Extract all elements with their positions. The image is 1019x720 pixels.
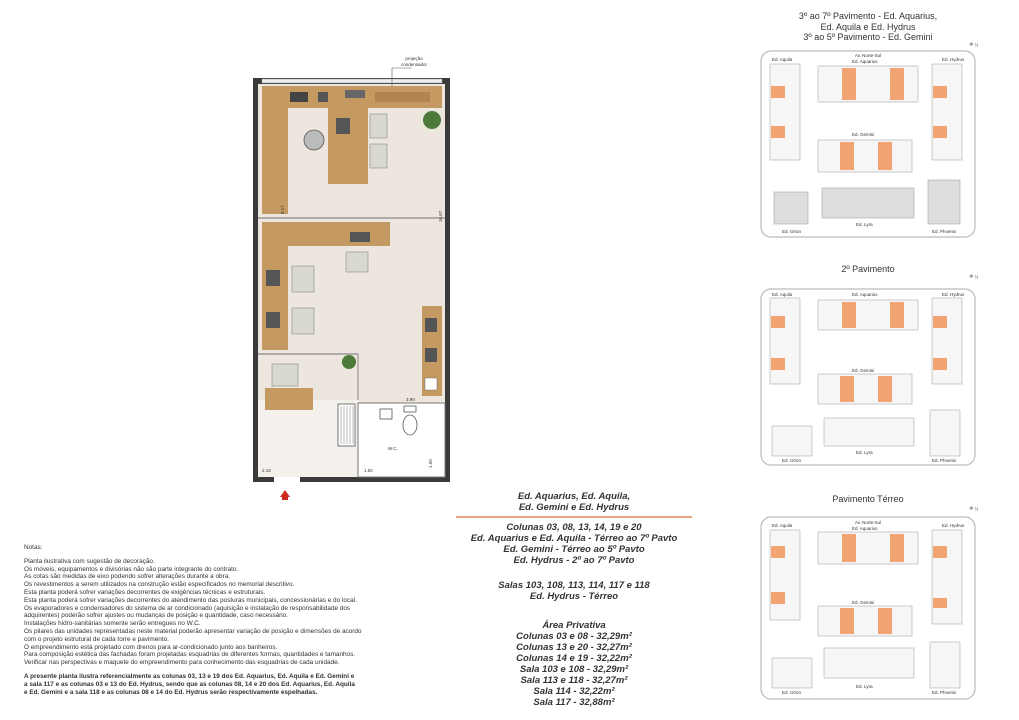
office-chair-icon [304, 130, 324, 150]
chair-icon [272, 364, 298, 386]
phoenix-label: Ed. Phoenix [932, 690, 957, 695]
note-bold-line: e Ed. Gemini e a sala 118 e as colunas 08 e 14 do Ed. Hydrus serão respectivamente espelhadas. [24, 688, 318, 696]
block-orion [774, 192, 808, 224]
note-line: Os móveis, equipamentos e divisórias não são parte integrante do contrato. [24, 565, 239, 573]
area-title: Área Privativa [542, 620, 606, 631]
avenue-label: Av. Norte-Sul [854, 520, 882, 525]
toilet-icon [403, 415, 417, 435]
dim-label: 3.90 [406, 397, 415, 402]
building-title [456, 491, 692, 513]
hydrus-label: Ed. Hydrus [942, 523, 965, 528]
gemini-label: Ed. Gemini [852, 368, 875, 373]
note-line: As cotas são medidas de eixo podendo sofrer alterações durante a obra. [24, 573, 231, 581]
columns-line: Ed. Gemini - Térreo ao 5º Pavto [503, 544, 645, 555]
note-bold-line: A presente planta ilustra referencialmente as colunas 03, 13 e 19 dos Ed. Aquarius, Ed. Aquila e Ed. Gemini e [24, 672, 355, 680]
divider [456, 516, 692, 518]
compass-icon: ✦N [968, 40, 979, 49]
drain-grille [338, 404, 355, 446]
block-gemini [818, 140, 912, 172]
chair-icon [370, 144, 387, 168]
entrance-arrow-icon [280, 490, 290, 497]
note-line: O empreendimento está projetado com drenos para ar-condicionado junto aos banheiros. [24, 643, 278, 651]
note-line: Esta planta poderá sofrer variações decorrentes do atendimento das posturas municipais, concessionárias e do local. [24, 596, 357, 604]
area-line: Sala 113 e 118 - 32,27m² [520, 675, 628, 686]
avenue-label: Av. Norte-Sul [854, 53, 882, 58]
wc-label: W.C. [388, 446, 398, 451]
orion-label: Ed. Orion [782, 690, 802, 695]
notes [24, 544, 444, 696]
hydrus-label: Ed. Hydrus [942, 292, 965, 297]
plant-icon [342, 355, 356, 369]
workstation-side [262, 246, 288, 350]
dim-label: 1.50 [428, 459, 433, 468]
compass-icon: ✦N [968, 504, 979, 513]
aquila-label: Ed. Aquila [772, 57, 793, 62]
lower-desk [265, 388, 313, 410]
note-bold-line: a sala 117 e as colunas 03 e 13 do Ed. Hydrus, sendo que as colunas 08, 14 e 20 dos Ed. Aquarius, Ed. Aquila [24, 680, 355, 688]
salas-block [456, 580, 692, 602]
note-line: Planta ilustrativa com sugestão de decoração. [24, 557, 155, 565]
chair-icon [370, 114, 387, 138]
lyra-label: Ed. Lyra [856, 222, 873, 227]
columns-line: Colunas 03, 08, 13, 14, 19 e 20 [506, 522, 642, 533]
salas-line: Ed. Hydrus - Térreo [529, 591, 619, 602]
chair-icon [292, 308, 314, 334]
note-line: Instalações hidro-sanitárias somente serão entregues no W.C. [24, 620, 201, 628]
sink-icon [380, 409, 392, 419]
dim-label: 2.15 [262, 468, 271, 473]
north-label: N [974, 43, 979, 49]
salas-line: Salas 103, 108, 113, 114, 117 e 118 [498, 580, 650, 591]
dim-label: 16.67 [438, 210, 443, 222]
block-hydrus [932, 64, 962, 160]
columns-block [456, 522, 692, 566]
area-line: Colunas 14 e 19 - 32,22m² [516, 653, 632, 664]
aquarius-label: Ed. Aquarius [852, 292, 878, 297]
phoenix-label: Ed. Phoenix [932, 229, 957, 234]
building-title-line: Ed. Aquarius, Ed. Aquila, [517, 491, 631, 502]
dim-label: 8.17 [280, 205, 285, 214]
area-line: Sala 103 e 108 - 32,29m² [519, 664, 629, 675]
building-title-line: Ed. Gemini e Ed. Hydrus [518, 502, 630, 513]
site-map-3 [760, 516, 976, 700]
workstation-top [262, 222, 390, 246]
block-aquarius [818, 66, 918, 102]
monitor-icon [336, 118, 350, 134]
notes-title: Notas: [24, 544, 43, 551]
lyra-label: Ed. Lyra [856, 450, 873, 455]
compass-icon: ✦N [968, 272, 979, 281]
phoenix-label: Ed. Phoenix [932, 458, 957, 463]
map1-title-line: Ed. Aquila e Ed. Hydrus [820, 21, 916, 32]
hydrus-label: Ed. Hydrus [942, 57, 965, 62]
aquarius-label: Ed. Aquarius [852, 59, 878, 64]
north-label: N [974, 507, 979, 513]
block-aquila [770, 64, 800, 160]
dim-label: 1.50 [364, 468, 373, 473]
gemini-label: Ed. Gemini [852, 600, 875, 605]
map1-title [758, 11, 978, 43]
map1-title-line: 3º ao 5º Pavimento - Ed. Gemini [803, 32, 933, 42]
aquila-label: Ed. Aquila [772, 523, 793, 528]
note-line: Para composição estética das fachadas foram projetadas esquadrias de diferentes formas, quantidades e tamanhos. [24, 651, 356, 659]
orion-label: Ed. Orion [782, 458, 802, 463]
orion-label: Ed. Orion [782, 229, 802, 234]
block-phoenix [928, 180, 960, 224]
area-block [456, 620, 692, 708]
gemini-label: Ed. Gemini [852, 132, 875, 137]
chair-icon [292, 266, 314, 292]
map3-title: Pavimento Térreo [832, 494, 904, 504]
projecao-label: projeção [405, 56, 423, 61]
note-line: adquirentes) poderão sofrer ajustes ou mudanças de posição e quantidade, caso necessário. [24, 612, 288, 620]
block-lyra [822, 188, 914, 218]
note-line: Verificar nas perspectivas e maquete do empreendimento para conhecimento das esquadrias de cada unidade. [24, 659, 340, 667]
aquarius-label: Ed. Aquarius [852, 526, 878, 531]
plant-icon [423, 111, 441, 129]
north-label: N [974, 275, 979, 281]
area-line: Sala 117 - 32,88m² [533, 697, 615, 708]
area-line: Sala 114 - 32,22m² [533, 686, 615, 697]
map1-title-line: 3º ao 7º Pavimento - Ed. Aquarius, [798, 11, 938, 21]
note-line: Os revestimentos a serem utilizados na construção estão especificados no memorial descritivo. [24, 581, 295, 589]
note-line: Esta planta poderá sofrer variações decorrentes de exigências técnicas e estruturais. [24, 588, 266, 596]
projecao-label-2: condensador [400, 62, 428, 67]
lyra-label: Ed. Lyra [856, 684, 873, 689]
left-counter [262, 108, 288, 214]
columns-line: Ed. Aquarius e Ed. Aquila - Térreo ao 7º Pavto [470, 533, 678, 544]
aquila-label: Ed. Aquila [772, 292, 793, 297]
columns-line: Ed. Hydrus - 2º ao 7º Pavto [513, 555, 635, 566]
site-map-2 [760, 288, 976, 466]
floor-plan [200, 48, 460, 508]
chair-icon [346, 252, 368, 272]
map2-title: 2º Pavimento [841, 264, 895, 274]
note-line: com o projeto estrutural de cada torre e pavimento. [24, 635, 169, 643]
area-line: Colunas 13 e 20 - 32,27m² [516, 642, 632, 653]
note-line: Os evaporadores e condensadores do sistema de ar condicionado (aquisição e instalação de responsabilidade dos [24, 604, 351, 612]
note-line: Os pilares das unidades representadas neste material poderão apresentar variação de posição e dimensões de acordo [24, 627, 362, 635]
area-line: Colunas 03 e 08 - 32,29m² [516, 631, 632, 642]
site-map-1 [760, 50, 976, 238]
